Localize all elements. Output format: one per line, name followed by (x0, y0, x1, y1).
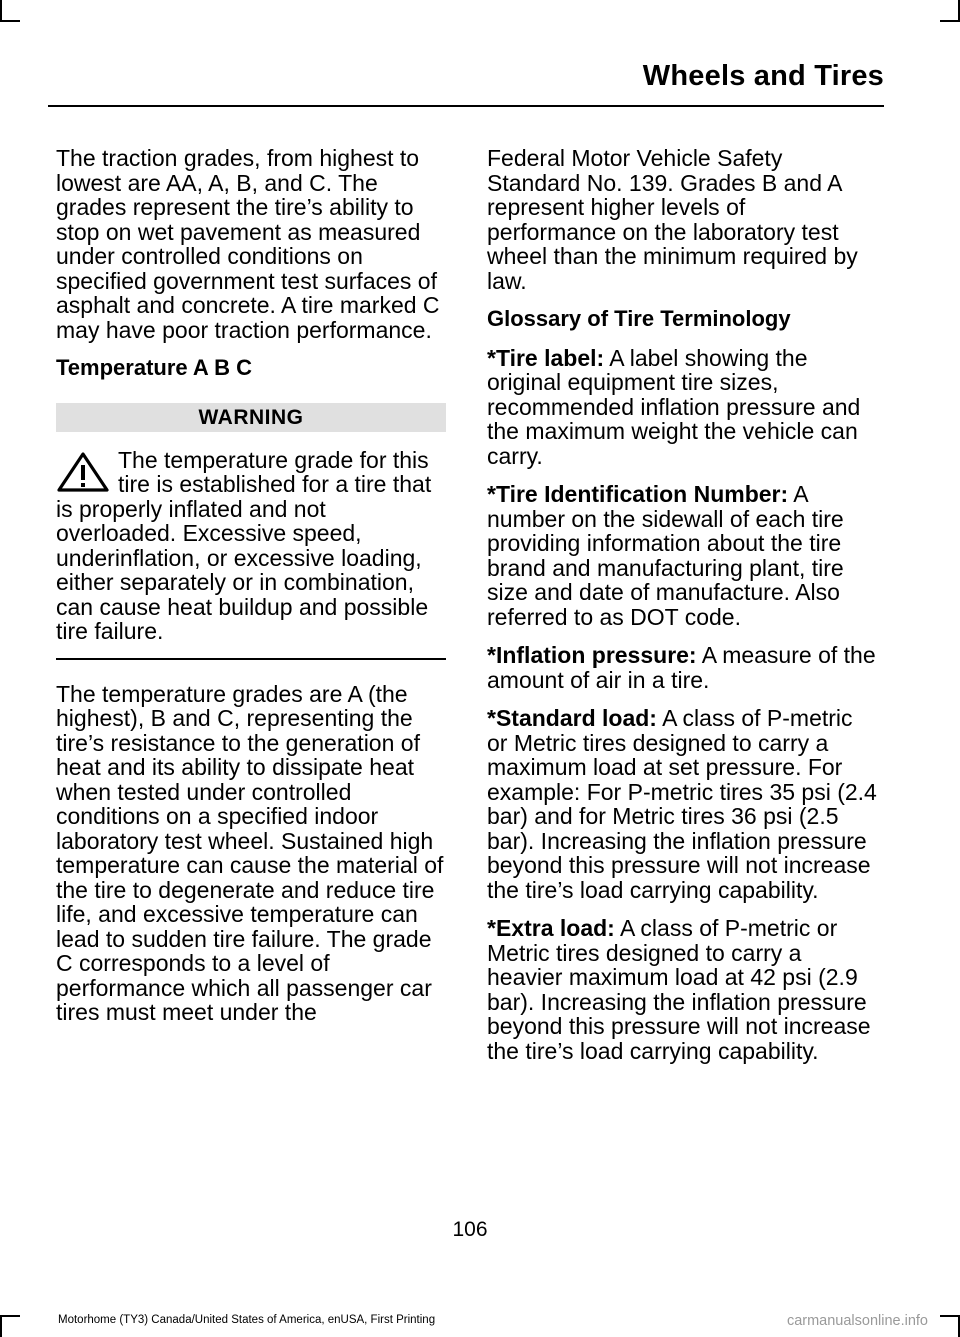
crop-mark-bottom-right-horizontal (940, 1315, 960, 1317)
left-column (56, 146, 446, 1039)
temperature-heading: Temperature A B C (56, 355, 253, 380)
glossary-entry-tire-identification-number (487, 482, 877, 629)
glossary-definition: A class of P-metric or Metric tires designed to carry a maximum load at set pressure. For example: For P-metric tires 35 psi (2.4 bar) and for Metric tires 36 psi (2.5 bar). Increasing the inflation pressure beyond this pressure will not increase the tire’s load carrying capability. (487, 705, 877, 903)
page-title: Wheels and Tires (642, 60, 884, 92)
edition-footer: Motorhome (TY3) Canada/United States of America, enUSA, First Printing (58, 1314, 436, 1326)
warning-box (56, 448, 446, 644)
glossary-term: *Tire Identification Number: (487, 481, 789, 507)
glossary-entry-standard-load (487, 706, 877, 902)
crop-mark-bottom-left-horizontal (0, 1315, 20, 1317)
glossary-definition: A number on the sidewall of each tire providing information about the tire brand and manufacturing plant, tire size and date of manufacture. Also referred to as DOT code. (487, 481, 844, 630)
warning-triangle-icon (56, 451, 110, 493)
warning-text: The temperature grade for this tire is established for a tire that is properly inflated and not overloaded. Excessive speed, underinflation, or excessive loading, either separately or in combination, can cause heat buildup and possible tire failure. (56, 446, 432, 644)
crop-mark-top-left-horizontal (0, 20, 20, 22)
glossary-definition: A class of P-metric or Metric tires designed to carry a heavier maximum load at 42 psi (2.9 bar). Increasing the inflation pressure beyond this pressure will not increase the tire’s load carrying capability. (487, 915, 871, 1064)
glossary-definition: A measure of the amount of air in a tire. (487, 642, 876, 693)
page-number: 106 (452, 1218, 488, 1241)
warning-divider (56, 658, 446, 660)
glossary-entry-inflation-pressure (487, 643, 877, 692)
glossary-definition: A label showing the original equipment tire sizes, recommended inflation pressure and the maximum weight the vehicle can carry. (487, 344, 861, 469)
fmvss-continuation-paragraph: Federal Motor Vehicle Safety Standard No. 139. Grades B and A represent higher levels of performance on the laboratory test wheel than the minimum required by law. (487, 145, 858, 294)
temperature-grades-paragraph: The temperature grades are A (the highest), B and C, representing the tire’s resistance to the generation of heat and its ability to dissipate heat when tested under controlled conditions on a specified indoor laboratory test wheel. Sustained high temperature can cause the material of the tire to degenerate and reduce tire life, and excessive temperature can lead to sudden tire failure. The grade C corresponds to a level of performance which all passenger car tires must meet under the (56, 680, 444, 1025)
glossary-heading: Glossary of Tire Terminology (487, 306, 791, 331)
glossary-entry-tire-label (487, 346, 877, 469)
warning-label: WARNING (56, 403, 446, 432)
watermark: carmanualsonline.info (786, 1313, 928, 1329)
glossary-term: *Tire label: (487, 344, 605, 371)
glossary-entry-extra-load (487, 916, 877, 1063)
header-divider (48, 105, 884, 107)
crop-mark-top-left-vertical (0, 0, 2, 20)
traction-grades-paragraph: The traction grades, from highest to lowest are AA, A, B, and C. The grades represent the tire’s ability to stop on wet pavement as measured under controlled conditions on specified government test surfaces of asphalt and concrete. A tire marked C may have poor traction performance. (56, 145, 440, 343)
glossary-term: *Extra load: (487, 915, 615, 941)
crop-mark-top-right-horizontal (940, 20, 960, 22)
glossary-term: *Standard load: (487, 705, 657, 731)
glossary-term: *Inflation pressure: (487, 642, 697, 668)
crop-mark-bottom-left-vertical (0, 1317, 2, 1337)
right-column (487, 146, 877, 1077)
